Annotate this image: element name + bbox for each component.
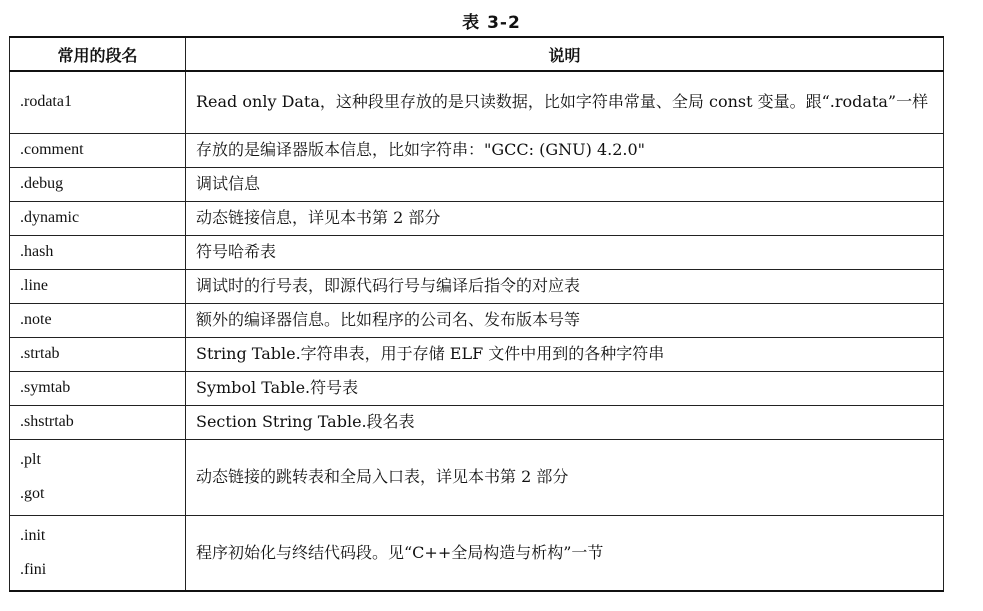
- section-name: .init: [20, 526, 46, 544]
- section-name-cell: [10, 439, 186, 515]
- table-row: [10, 133, 944, 167]
- table-row: [10, 337, 944, 371]
- section-desc-cell: 存放的是编译器版本信息，比如字符串："GCC: (GNU) 4.2.0": [186, 133, 944, 167]
- section-desc-cell: Symbol Table.符号表: [186, 371, 944, 405]
- table-row: [10, 235, 944, 269]
- table-row: [10, 167, 944, 201]
- table-caption: 表 3-2: [462, 13, 521, 33]
- section-name: .got: [20, 485, 45, 502]
- header-row: [10, 37, 944, 71]
- section-desc-cell: 符号哈希表: [186, 235, 944, 269]
- section-name-cell: .hash: [10, 235, 186, 269]
- table-row: [10, 439, 944, 515]
- section-name-cell: .shstrtab: [10, 405, 186, 439]
- section-name-cell: .strtab: [10, 337, 186, 371]
- table-row: [10, 201, 944, 235]
- section-desc-cell: 调试信息: [186, 167, 944, 201]
- section-desc-cell: 调试时的行号表，即源代码行号与编译后指令的对应表: [186, 269, 944, 303]
- section-desc-cell: 动态链接信息，详见本书第 2 部分: [186, 201, 944, 235]
- section-desc-cell: 程序初始化与终结代码段。见“C++全局构造与析构”一节: [186, 515, 944, 591]
- table-row: [10, 515, 944, 591]
- column-header-name: 常用的段名: [10, 37, 186, 71]
- table-row: [10, 303, 944, 337]
- section-desc-cell: 动态链接的跳转表和全局入口表，详见本书第 2 部分: [186, 439, 944, 515]
- section-desc-cell: Read only Data，这种段里存放的是只读数据，比如字符串常量、全局 const 变量。跟“.rodata”一样: [186, 71, 944, 133]
- section-name-cell: .symtab: [10, 371, 186, 405]
- section-name-cell: .comment: [10, 133, 186, 167]
- column-header-desc: 说明: [186, 37, 944, 71]
- section-desc-cell: Section String Table.段名表: [186, 405, 944, 439]
- table-row: [10, 405, 944, 439]
- section-name: .plt: [20, 451, 41, 468]
- section-name-cell: .line: [10, 269, 186, 303]
- section-desc-cell: 额外的编译器信息。比如程序的公司名、发布版本号等: [186, 303, 944, 337]
- section-name-cell: .debug: [10, 167, 186, 201]
- section-name: .fini: [20, 560, 47, 578]
- section-name-cell: [10, 515, 186, 591]
- table-row: [10, 71, 944, 133]
- section-name-cell: .dynamic: [10, 201, 186, 235]
- section-name-cell: .rodata1: [10, 71, 186, 133]
- section-name-cell: .note: [10, 303, 186, 337]
- section-desc-cell: String Table.字符串表，用于存储 ELF 文件中用到的各种字符串: [186, 337, 944, 371]
- section-names-table: [9, 36, 944, 592]
- table-row: [10, 269, 944, 303]
- table-row: [10, 371, 944, 405]
